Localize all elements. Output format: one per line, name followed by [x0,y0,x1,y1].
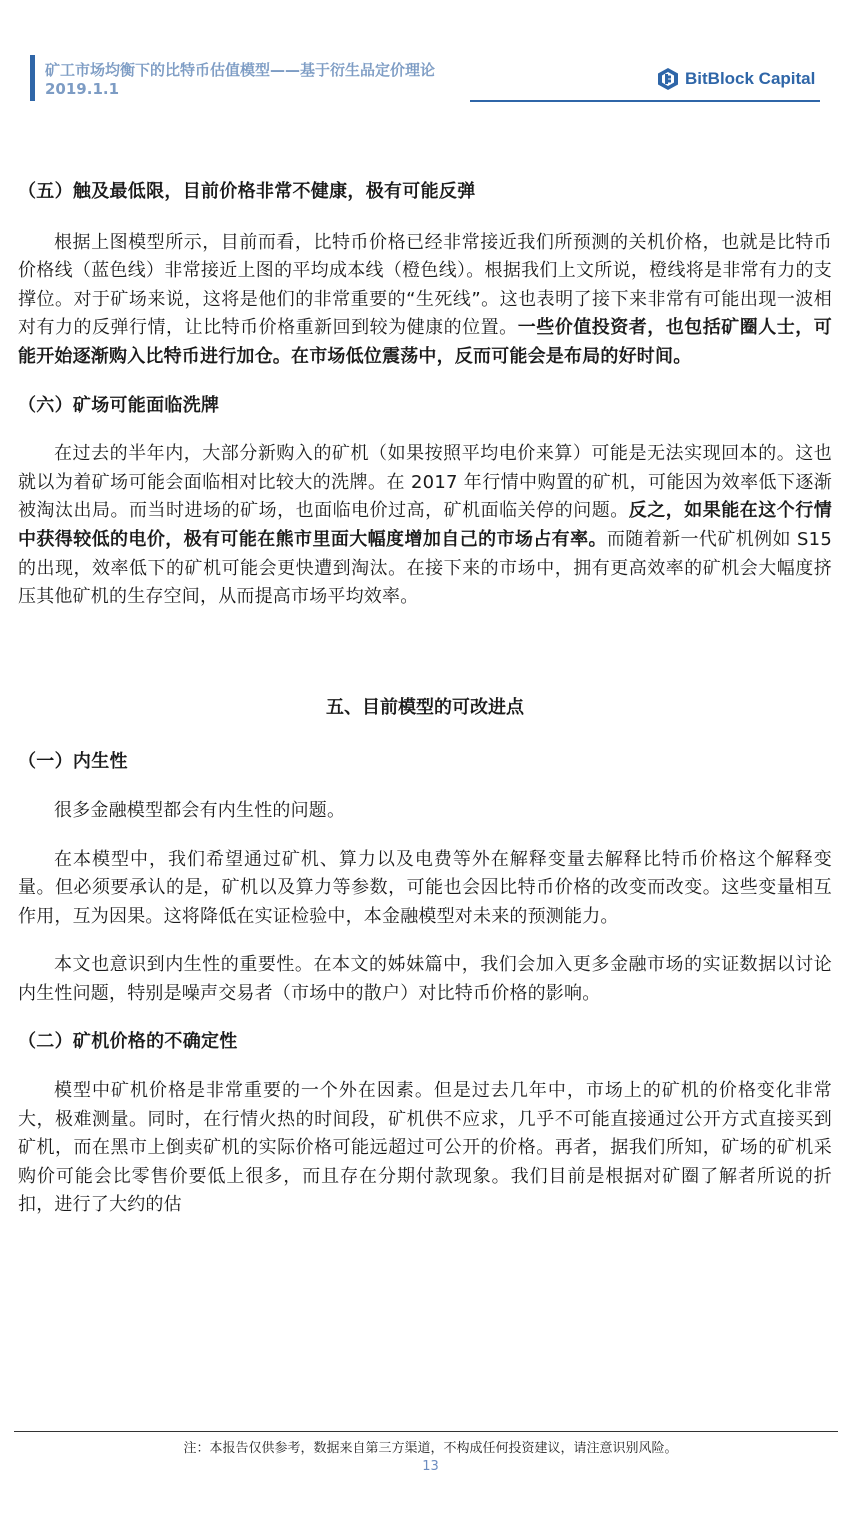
paragraph-text: 在过去的半年内，大部分新购入的矿机（如果按照平均电价来算）可能是无法实现回本的。这也就以为着矿场可能会面临相对比较大的洗牌。在 2017 年行情中购置的矿机，可能因为效率低下逐渐被淘汰出局。而当时进场的矿场，也面临电价过高，矿机面临关停的问题。 [18,443,832,522]
document-body [18,178,832,1220]
subsection-heading-1: （一）内生性 [18,751,128,773]
footer-divider [14,1431,838,1432]
report-date: 2019.1.1 [45,80,120,98]
section-heading-6: （六）矿场可能面临洗牌 [18,394,220,416]
header-accent-bar [30,55,35,101]
section-heading-5: （五）触及最低限，目前价格非常不健康，极有可能反弹 [18,181,476,202]
paragraph: 模型中矿机价格是非常重要的一个外在因素。但是过去几年中，市场上的矿机的价格变化非常大，极难测量。同时，在行情火热的时间段，矿机供不应求，几乎不可能直接通过公开方式直接买到矿机，而在黑市上倒卖矿机的实际价格可能远超过可公开的价格。再者，据我们所知，矿场的矿机采购价可能会比零售价要低上很多，而且存在分期付款现象。我们目前是根据对矿圈了解者所说的折扣，进行了大约的估 [18,1080,832,1216]
report-title: 矿工市场均衡下的比特币估值模型——基于衍生品定价理论 [45,61,436,79]
paragraph: 很多金融模型都会有内生性的问题。 [54,799,346,821]
company-logo [656,66,815,92]
logo-text: BitBlock Capital [685,69,816,88]
paragraph: 在本模型中，我们希望通过矿机、算力以及电费等外在解释变量去解释比特币价格这个解释变量。但必须要承认的是，矿机以及算力等参数，可能也会因比特币价格的改变而改变。这些变量相互作用，互为因果。这将降低在实证检验中，本金融模型对未来的预测能力。 [18,848,832,927]
paragraph-text: 而随着新一代矿机例如 S15 的出现，效率低下的矿机可能会更快遭到淘汰。在接下来的市场中，拥有更高效率的矿机会大幅度挤压其他矿机的生存空间，从而提高市场平均效率。 [18,528,832,608]
header-divider [470,100,820,102]
paragraph [18,440,832,612]
chapter-heading: 五、目前模型的可改进点 [326,696,524,718]
page-number: 13 [422,1459,439,1474]
paragraph-bold-text: 反之，如果能在这个行情中获得较低的电价，极有可能在熊市里面大幅度增加自己的市场占有率。 [18,500,832,550]
disclaimer: 注：本报告仅供参考，数据来自第三方渠道，不构成任何投资建议，请注意识别风险。 [183,1441,678,1456]
subsection-heading-2: （二）矿机价格的不确定性 [18,1031,238,1053]
paragraph-bold-text: 一些价值投资者，也包括矿圈人士，可能开始逐渐购入比特币进行加仓。在市场低位震荡中，反而可能会是布局的好时间。 [18,317,832,367]
page-header [0,0,861,110]
paragraph: 本文也意识到内生性的重要性。在本文的姊妹篇中，我们会加入更多金融市场的实证数据以讨论内生性问题，特别是噪声交易者（市场中的散户）对比特币价格的影响。 [18,954,832,1004]
paragraph-text: 根据上图模型所示，目前而看，比特币价格已经非常接近我们所预测的关机价格，也就是比特币价格线（蓝色线）非常接近上图的平均成本线（橙色线）。根据我们上文所说，橙线将是非常有力的支撑位。对于矿场来说，这将是他们的非常重要的“生死线”。这也表明了接下来非常有可能出现一波相对有力的反弹行情，让比特币价格重新回到较为健康的位置。 [18,231,832,339]
paragraph [18,229,832,372]
bitblock-logo-icon [656,67,680,91]
